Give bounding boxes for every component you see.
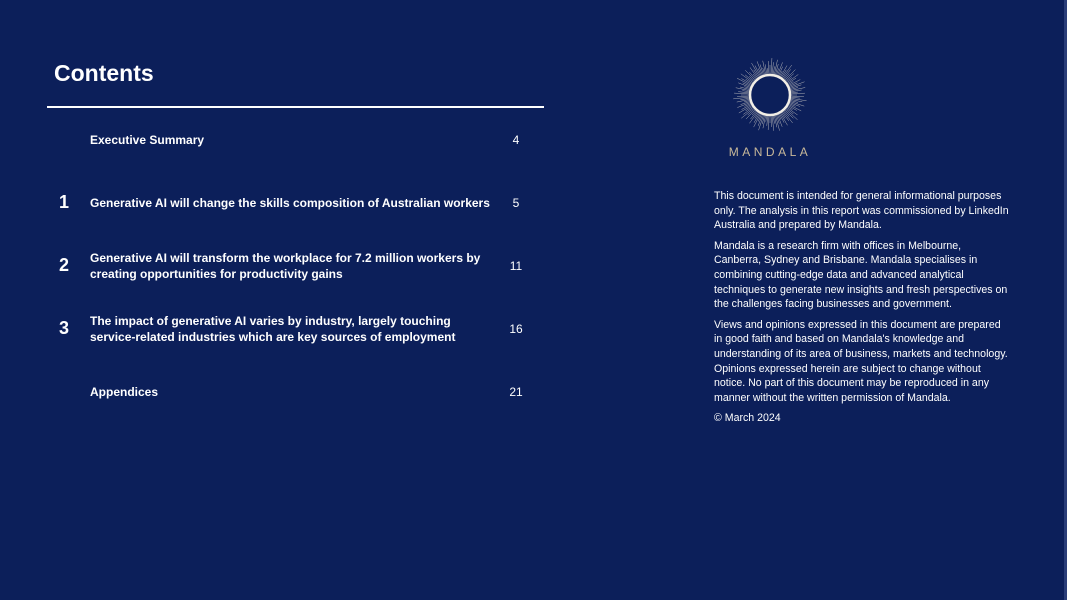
sunburst-ray (768, 116, 769, 130)
toc-item-chapter-3[interactable] (0, 309, 560, 349)
sunburst-ray (788, 82, 793, 85)
toc-item-title (90, 195, 490, 211)
sunburst-ray (791, 93, 805, 94)
sunburst-ray (737, 78, 751, 85)
sunburst-ray (782, 112, 788, 121)
toc-item-number: 1 (58, 192, 69, 212)
sunburst-ray (757, 61, 762, 75)
sunburst-logo-icon (725, 56, 815, 140)
sunburst-ray (791, 92, 798, 93)
disclaimer-paragraph: Mandala is a research firm with offices in Melbourne, Canberra, Sydney and Brisbane. Mandala specialises in combining cutting-edge data and advanced analytical techniques to generate new insights and fresh perspectives on the challenges facing businesses and government. (714, 239, 1008, 311)
toc-item-executive-summary[interactable] (0, 128, 560, 168)
sunburst-ray (767, 116, 768, 126)
toc-item-title-line: Generative AI will change the skills composition of Australian workers (90, 196, 490, 210)
toc-item-page: 16 (509, 322, 523, 336)
sunburst-ray (766, 116, 767, 122)
title-divider (47, 106, 544, 108)
toc-item-title-line: Executive Summary (90, 133, 205, 147)
sunburst-ray (789, 104, 795, 107)
sunburst-ray (739, 106, 752, 114)
sunburst-ray (734, 93, 749, 94)
sunburst-ray (771, 116, 772, 127)
toc-item-page: 11 (509, 259, 523, 273)
toc-item-title-line: Generative AI will transform the workplace for 7.2 million workers by (90, 251, 481, 265)
sunburst-ray (745, 75, 754, 82)
logo-wordmark: MANDALA (728, 145, 812, 159)
sunburst-ray (772, 62, 773, 74)
toc-item-title-line: The impact of generative AI varies by industry, largely touching (90, 314, 451, 328)
page-title: Contents (54, 60, 154, 86)
toc-item-title-line: service-related industries which are key sources of employment (90, 330, 456, 344)
copyright: © March 2024 (714, 412, 781, 425)
disclaimer-paragraph: Views and opinions expressed in this document are prepared in good faith and based on Mandala's knowledge and understanding of its area of business, markets and technology. Opinions expressed herein are subject to change without notice. No part of this document may be reproduced in any manner without the written permission of Mandala. (714, 318, 1008, 404)
toc-item-appendices[interactable] (0, 380, 560, 420)
sunburst-ray (768, 61, 769, 74)
sunburst-ray (786, 74, 794, 81)
sunburst-ring (750, 75, 790, 115)
toc-item-title-line: Appendices (90, 385, 159, 399)
sunburst-ray (774, 116, 776, 128)
toc-item-title (90, 132, 490, 148)
disclaimer (714, 189, 1010, 432)
sunburst-ray (749, 72, 756, 79)
toc-item-chapter-1[interactable] (0, 191, 560, 231)
sunburst-ray (773, 66, 774, 74)
toc-item-title-line: creating opportunities for productivity gains (90, 267, 343, 281)
sunburst-ray (742, 91, 749, 92)
sunburst-ray (791, 97, 800, 98)
toc-item-title (90, 384, 490, 400)
toc-item-number: 3 (58, 318, 69, 338)
mandala-logo (723, 56, 817, 166)
toc-item-page: 5 (512, 196, 520, 210)
sunburst-ray (763, 116, 766, 129)
sunburst-ray (771, 58, 772, 74)
sunburst-ray (744, 104, 750, 107)
sunburst-ray (738, 92, 749, 93)
sunburst-ray (767, 68, 768, 74)
toc-item-chapter-2[interactable] (0, 246, 560, 286)
sunburst-ray (776, 115, 779, 124)
toc-item-page: 21 (509, 385, 523, 399)
sunburst-ray (791, 98, 807, 101)
toc-item-number: 2 (58, 255, 69, 275)
toc-item-title (90, 313, 490, 345)
toc-item-page: 4 (512, 133, 520, 147)
toc-item-title (90, 250, 490, 282)
disclaimer-paragraph: This document is intended for general informational purposes only. The analysis in this report was commissioned by LinkedIn Australia and prepared by Mandala. (714, 190, 1009, 232)
sunburst-ray (737, 99, 750, 102)
sunburst-ray (791, 96, 804, 97)
sunburst-ray (780, 71, 783, 76)
sunburst-ray (737, 96, 749, 97)
sunburst-ray (773, 116, 774, 124)
